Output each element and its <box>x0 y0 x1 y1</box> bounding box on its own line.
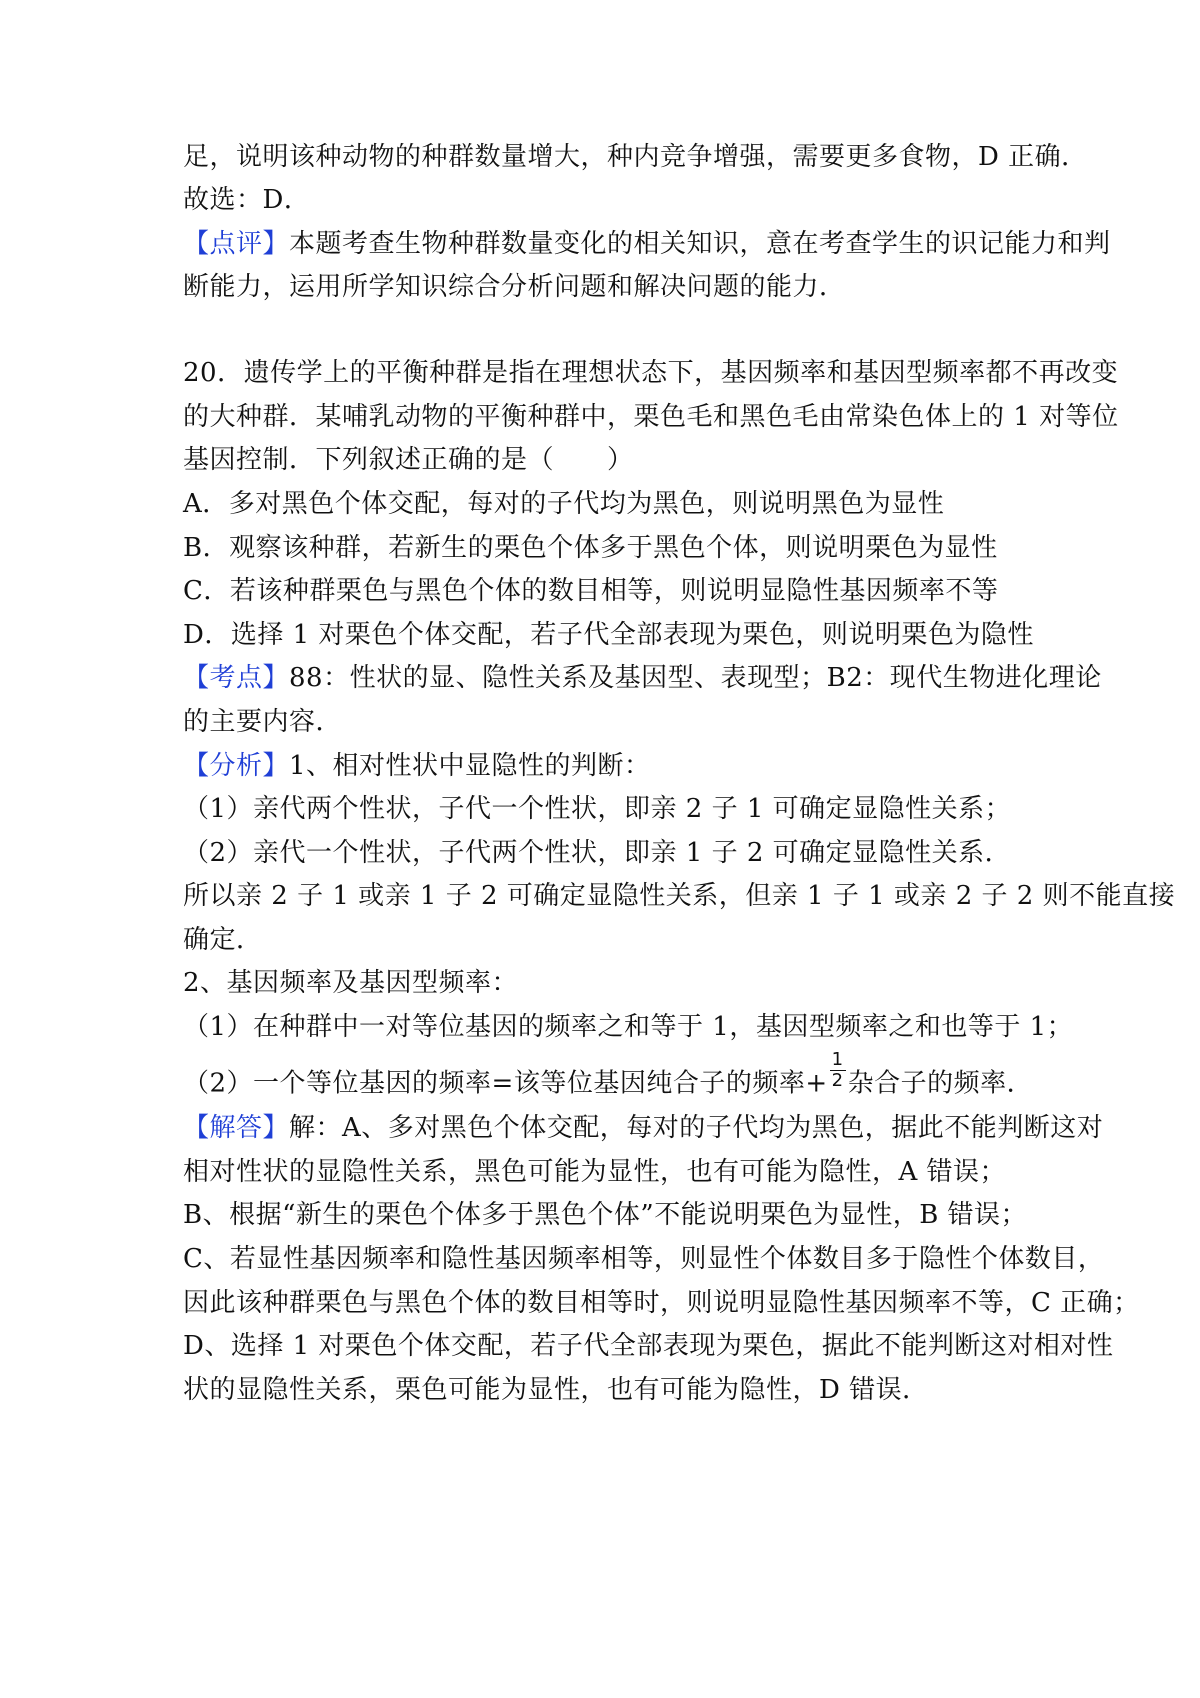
fenxi-line-7: （1）在种群中一对等位基因的频率之和等于 1，基因型频率之和也等于 1； <box>183 1012 1074 1042</box>
fenxi-line-4: 所以亲 2 子 1 或亲 1 子 2 可确定显隐性关系，但亲 1 子 1 或亲 2 子 2 则不能直接 <box>183 881 1176 911</box>
fenxi-line-8-post: 杂合子的频率． <box>847 1068 1034 1099</box>
fenxi-line-5: 确定． <box>183 925 263 955</box>
fenxi-line-6: 2、基因频率及基因型频率： <box>183 968 519 998</box>
option-b: B．观察该种群，若新生的栗色个体多于黑色个体，则说明栗色为显性 <box>183 533 998 563</box>
fenxi-line-8-pre: （2）一个等位基因的频率=该等位基因纯合子的频率+ <box>183 1068 828 1099</box>
prev-review-line-2: 断能力，运用所学知识综合分析问题和解决问题的能力． <box>183 272 846 302</box>
kaodian-line-1 <box>183 661 1102 695</box>
prev-choice-line: 故选：D． <box>183 185 311 215</box>
jieda-line-4: C、若显性基因频率和隐性基因频率相等，则显性个体数目多于隐性个体数目， <box>183 1244 1105 1274</box>
jieda-line-2: 相对性状的显隐性关系，黑色可能为显性，也有可能为隐性，A 错误； <box>183 1157 1007 1187</box>
option-c: C．若该种群栗色与黑色个体的数目相等，则说明显隐性基因频率不等 <box>183 576 999 606</box>
jieda-line-6: D、选择 1 对栗色个体交配，若子代全部表现为栗色，据此不能判断这对相对性 <box>183 1331 1114 1361</box>
fenxi-text: 1、相对性状中显隐性的判断： <box>289 751 651 781</box>
kaodian-tag: 【考点】 <box>183 663 290 693</box>
prev-answer-line-1: 足，说明该种动物的种群数量增大，种内竞争增强，需要更多食物，D 正确． <box>183 142 1088 172</box>
kaodian-line-2: 的主要内容． <box>183 707 343 737</box>
fraction-denominator: 2 <box>831 1070 844 1091</box>
option-d: D．选择 1 对栗色个体交配，若子代全部表现为栗色，则说明栗色为隐性 <box>183 620 1034 650</box>
prev-review-line-1 <box>183 227 1111 261</box>
review-text: 本题考查生物种群数量变化的相关知识，意在考查学生的识记能力和判 <box>289 229 1111 259</box>
fenxi-line-2: （1）亲代两个性状，子代一个性状，即亲 2 子 1 可确定显隐性关系； <box>183 794 1012 824</box>
option-a: A．多对黑色个体交配，每对的子代均为黑色，则说明黑色为显性 <box>183 489 945 519</box>
jieda-line-1 <box>183 1111 1103 1145</box>
review-tag: 【点评】 <box>183 229 290 259</box>
fenxi-line-1 <box>183 749 651 783</box>
fenxi-tag: 【分析】 <box>183 751 290 781</box>
question-stem-line-3: 基因控制．下列叙述正确的是（ ） <box>183 445 634 475</box>
jieda-tag: 【解答】 <box>183 1113 290 1143</box>
fenxi-line-3: （2）亲代一个性状，子代两个性状，即亲 1 子 2 可确定显隐性关系． <box>183 838 1012 868</box>
fenxi-line-8 <box>183 1049 1034 1105</box>
question-stem-line-1: 20．遗传学上的平衡种群是指在理想状态下，基因频率和基因型频率都不再改变 <box>183 358 1119 388</box>
jieda-text: 解：A、多对黑色个体交配，每对的子代均为黑色，据此不能判断这对 <box>289 1113 1104 1143</box>
fraction-one-half <box>830 1050 846 1091</box>
question-stem-line-2: 的大种群．某哺乳动物的平衡种群中，栗色毛和黑色毛由常染色体上的 1 对等位 <box>183 402 1119 432</box>
fraction-numerator: 1 <box>831 1049 844 1070</box>
jieda-line-3: B、根据“新生的栗色个体多于黑色个体”不能说明栗色为显性，B 错误； <box>183 1200 1028 1230</box>
kaodian-text: 88：性状的显、隐性关系及基因型、表现型；B2：现代生物进化理论 <box>289 663 1102 693</box>
jieda-line-5: 因此该种群栗色与黑色个体的数目相等时，则说明显隐性基因频率不等，C 正确； <box>183 1288 1140 1318</box>
jieda-line-7: 状的显隐性关系，栗色可能为显性，也有可能为隐性，D 错误． <box>183 1375 929 1405</box>
